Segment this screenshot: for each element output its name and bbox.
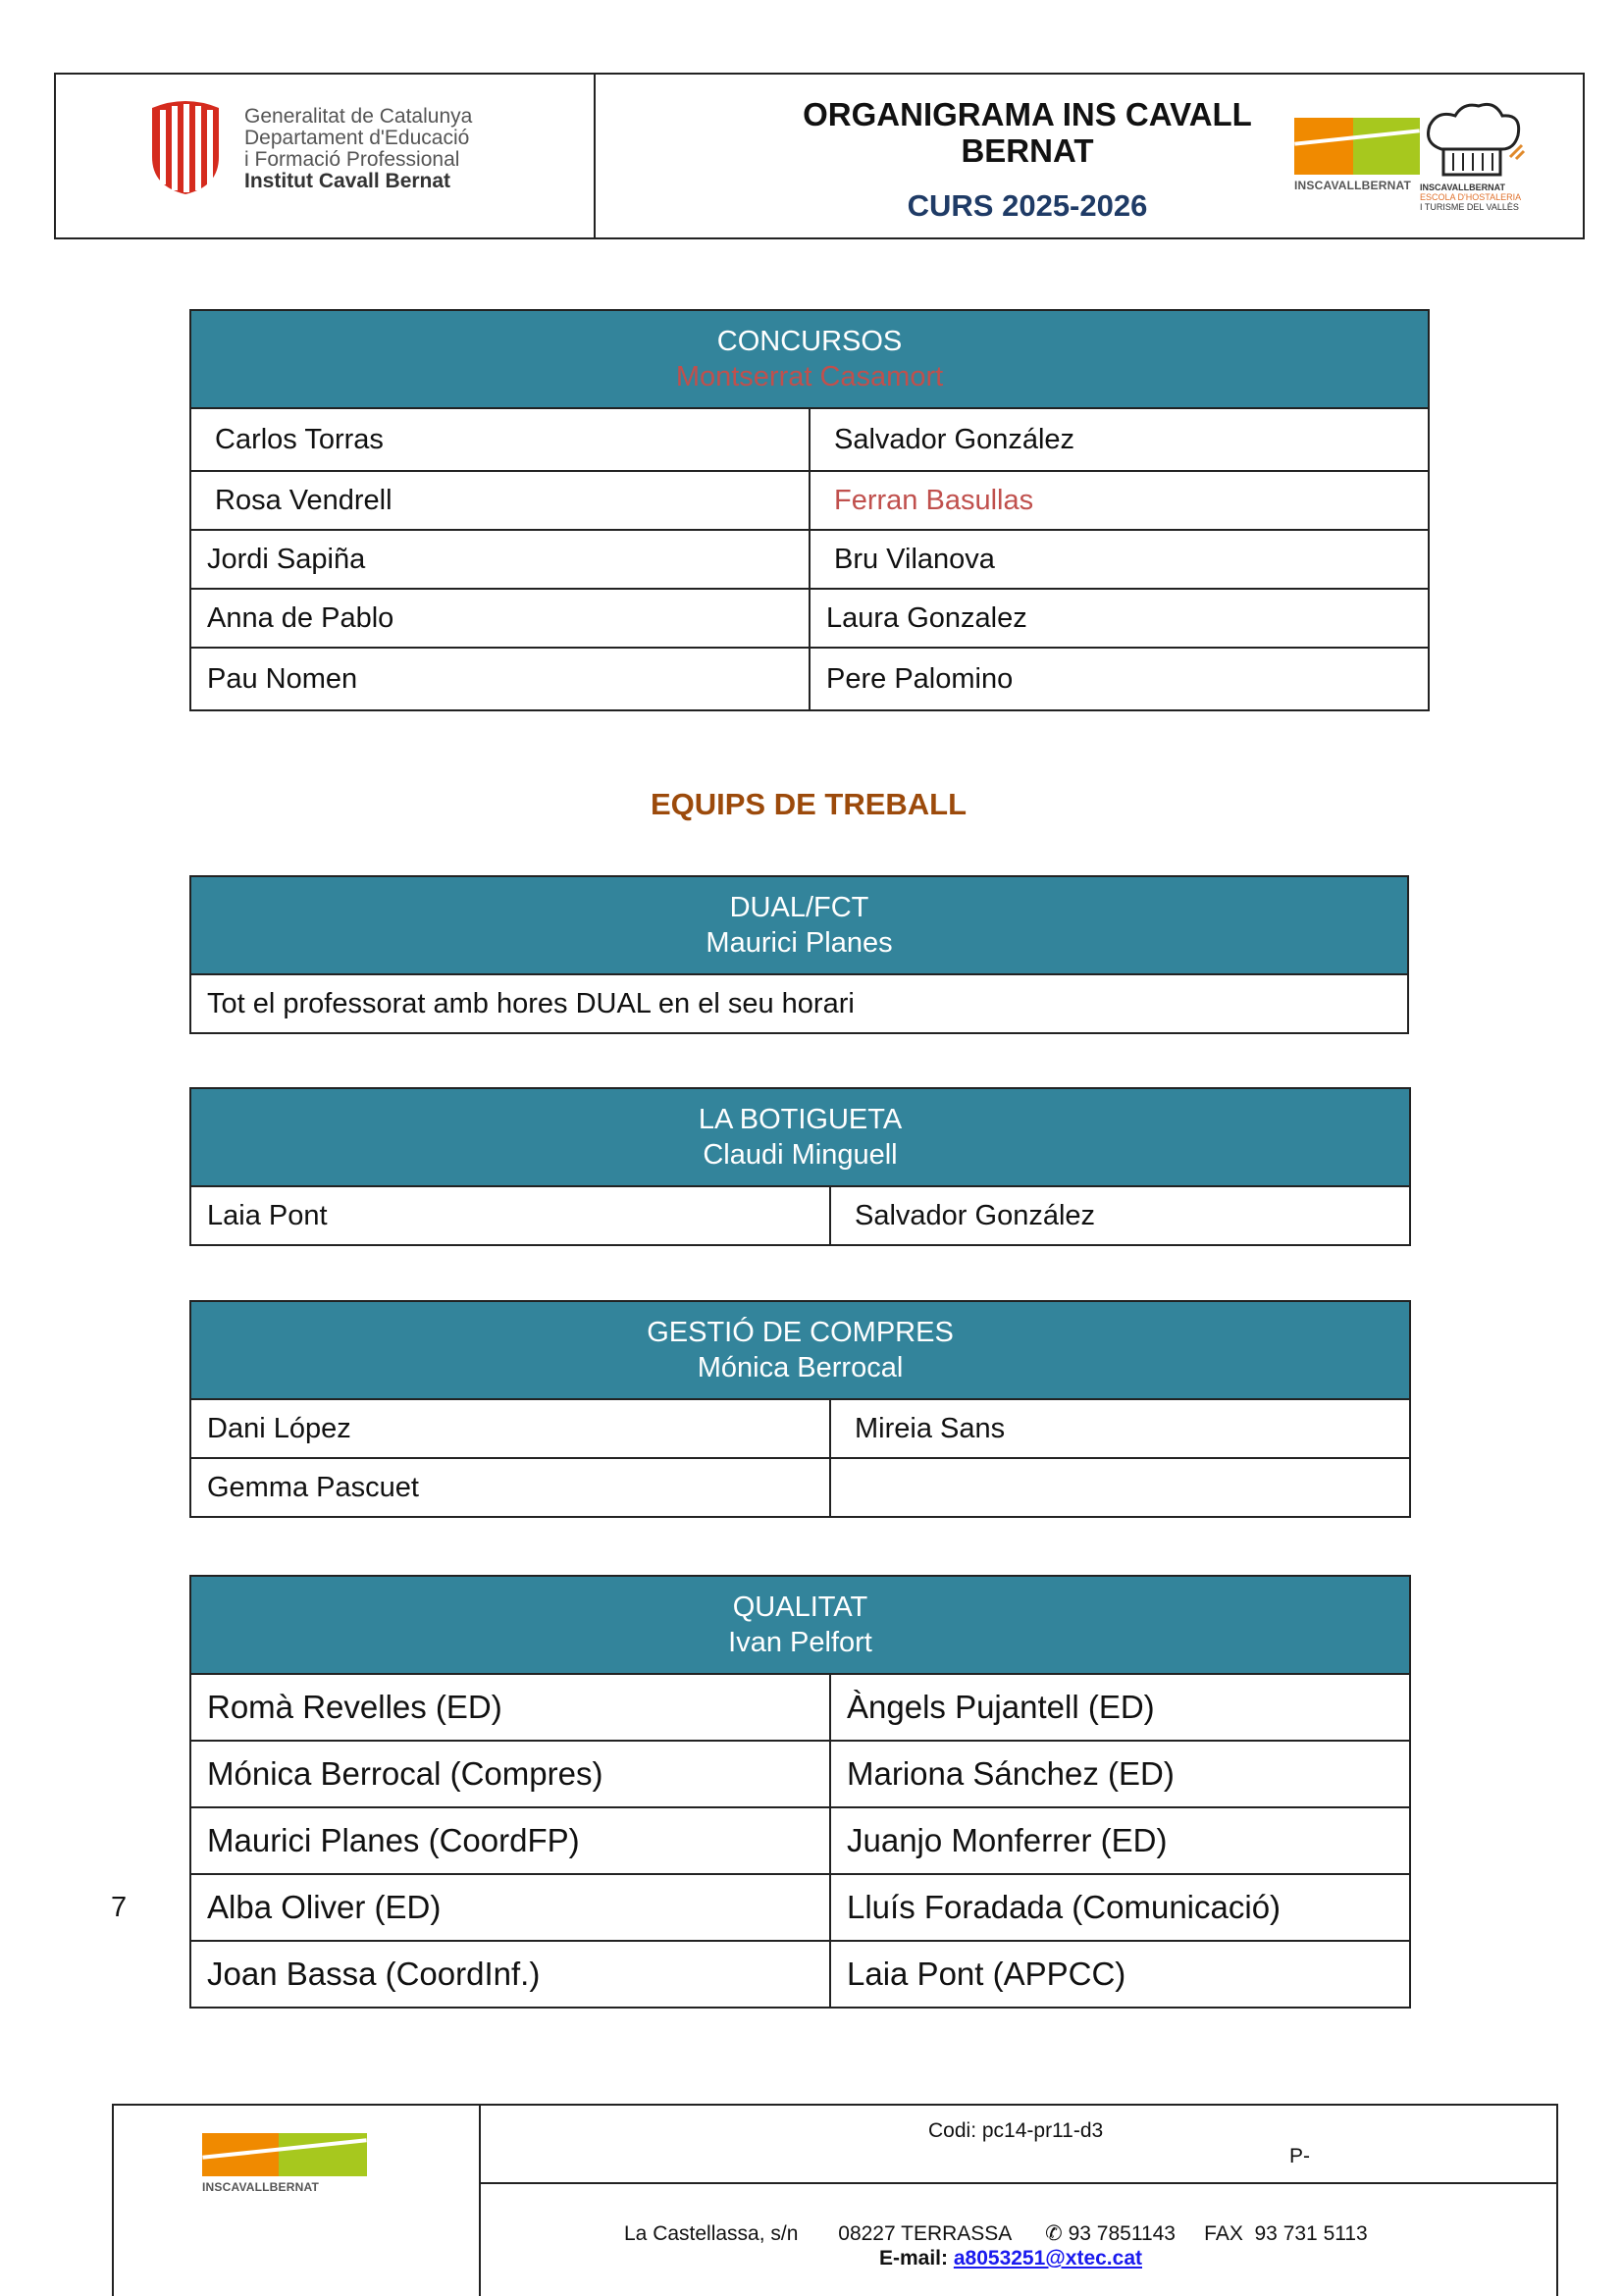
generalitat-text [244,106,472,192]
team-leader: Claudi Minguell [703,1139,898,1171]
email-label: E-mail: [879,2247,954,2270]
footer-logo [202,2133,330,2194]
member-cell: Ferran Basullas [810,471,1429,530]
table-header [190,876,1408,974]
member-cell: Salvador González [810,408,1429,471]
generalitat-logo [146,98,490,206]
page-header [54,73,1585,239]
generalitat-shield-icon [146,98,225,196]
hat-logo-text [1420,183,1521,212]
hat-logo-line: INSCAVALLBERNAT [1420,183,1505,192]
ins-logo-text: INSCAVALLBERNAT [1294,179,1411,192]
section-title: EQUIPS DE TREBALL [650,787,968,821]
team-title: QUALITAT [732,1592,868,1623]
footer-divider [479,2182,1556,2184]
org-line: Generalitat de Catalunya [244,105,473,128]
team-leader: Mónica Berrocal [697,1352,904,1383]
table-row [190,974,1408,1033]
title-line: ORGANIGRAMA INS CAVALL [803,96,1252,132]
footer-email [879,2247,1142,2270]
course-label: CURS 2025-2026 [907,188,1148,223]
table-row [190,1741,1410,1807]
hat-logo-line: I TURISME DEL VALLÈS [1420,202,1519,212]
table-row [190,648,1429,710]
member-cell: Pere Palomino [810,648,1429,710]
table-row [190,1399,1410,1458]
member-cell: Gemma Pascuet [190,1458,830,1517]
email-link[interactable]: a8053251@xtec.cat [953,2247,1142,2270]
page-number: 7 [111,1892,128,1923]
ins-cavall-bernat-logo [1294,118,1422,192]
table-row [190,1674,1410,1741]
member-cell: Juanjo Monferrer (ED) [830,1807,1410,1874]
org-line: Institut Cavall Bernat [244,170,451,192]
header-divider [594,75,596,237]
table-header [190,1301,1410,1399]
member-cell: Tot el professorat amb hores DUAL en el seu horari [190,974,1408,1033]
member-cell: Anna de Pablo [190,589,810,648]
member-cell: Jordi Sapiña [190,530,810,589]
table-row [190,1807,1410,1874]
table-row [190,1941,1410,2008]
concursos-table [189,309,1430,711]
footer-divider [479,2106,481,2296]
footer-logo-text: INSCAVALLBERNAT [202,2180,319,2194]
member-cell: Bru Vilanova [810,530,1429,589]
footer-page-label: P- [1289,2145,1310,2167]
team-title: CONCURSOS [716,326,903,357]
member-cell [830,1458,1410,1517]
botigueta-table [189,1087,1411,1246]
dual-fct-table [189,875,1409,1034]
member-cell: Joan Bassa (CoordInf.) [190,1941,830,2008]
escola-hostaleria-logo [1420,100,1547,218]
member-cell: Laia Pont (APPCC) [830,1941,1410,2008]
table-row [190,408,1429,471]
table-header [190,1088,1410,1186]
org-line: Departament d'Educació [244,127,470,149]
team-leader: Ivan Pelfort [728,1627,872,1658]
member-cell: Carlos Torras [190,408,810,471]
member-cell: Laia Pont [190,1186,830,1245]
member-cell: Mónica Berrocal (Compres) [190,1741,830,1807]
member-cell: Mireia Sans [830,1399,1410,1458]
team-title: DUAL/FCT [729,892,869,923]
member-cell: Pau Nomen [190,648,810,710]
team-title: GESTIÓ DE COMPRES [647,1317,954,1348]
title-line: BERNAT [961,132,1094,169]
table-row [190,530,1429,589]
table-row [190,589,1429,648]
member-cell: Lluís Foradada (Comunicació) [830,1874,1410,1941]
member-cell: Rosa Vendrell [190,471,810,530]
table-row [190,1186,1410,1245]
member-cell: Romà Revelles (ED) [190,1674,830,1741]
table-row [190,1874,1410,1941]
table-header [190,1576,1410,1674]
member-cell: Laura Gonzalez [810,589,1429,648]
org-line: i Formació Professional [244,148,460,171]
member-cell: Alba Oliver (ED) [190,1874,830,1941]
document-code: Codi: pc14-pr11-d3 [928,2119,1104,2142]
table-header [190,310,1429,408]
page-title [743,96,1312,169]
table-row [190,1458,1410,1517]
team-leader: Maurici Planes [706,927,893,959]
table-row [190,471,1429,530]
team-leader: Montserrat Casamort [675,361,944,392]
member-cell: Mariona Sánchez (ED) [830,1741,1410,1807]
hat-logo-line: ESCOLA D'HOSTALERIA [1420,192,1522,202]
member-cell: Salvador González [830,1186,1410,1245]
page-footer [112,2104,1558,2296]
team-title: LA BOTIGUETA [698,1104,903,1135]
footer-address: La Castellassa, s/n 08227 TERRASSA ✆ 93 7851143 FAX 93 731 5113 [624,2222,1368,2245]
member-cell: Àngels Pujantell (ED) [830,1674,1410,1741]
member-cell: Dani López [190,1399,830,1458]
qualitat-table [189,1575,1411,2009]
gestio-compres-table [189,1300,1411,1518]
chef-hat-icon [1420,100,1528,183]
member-cell: Maurici Planes (CoordFP) [190,1807,830,1874]
